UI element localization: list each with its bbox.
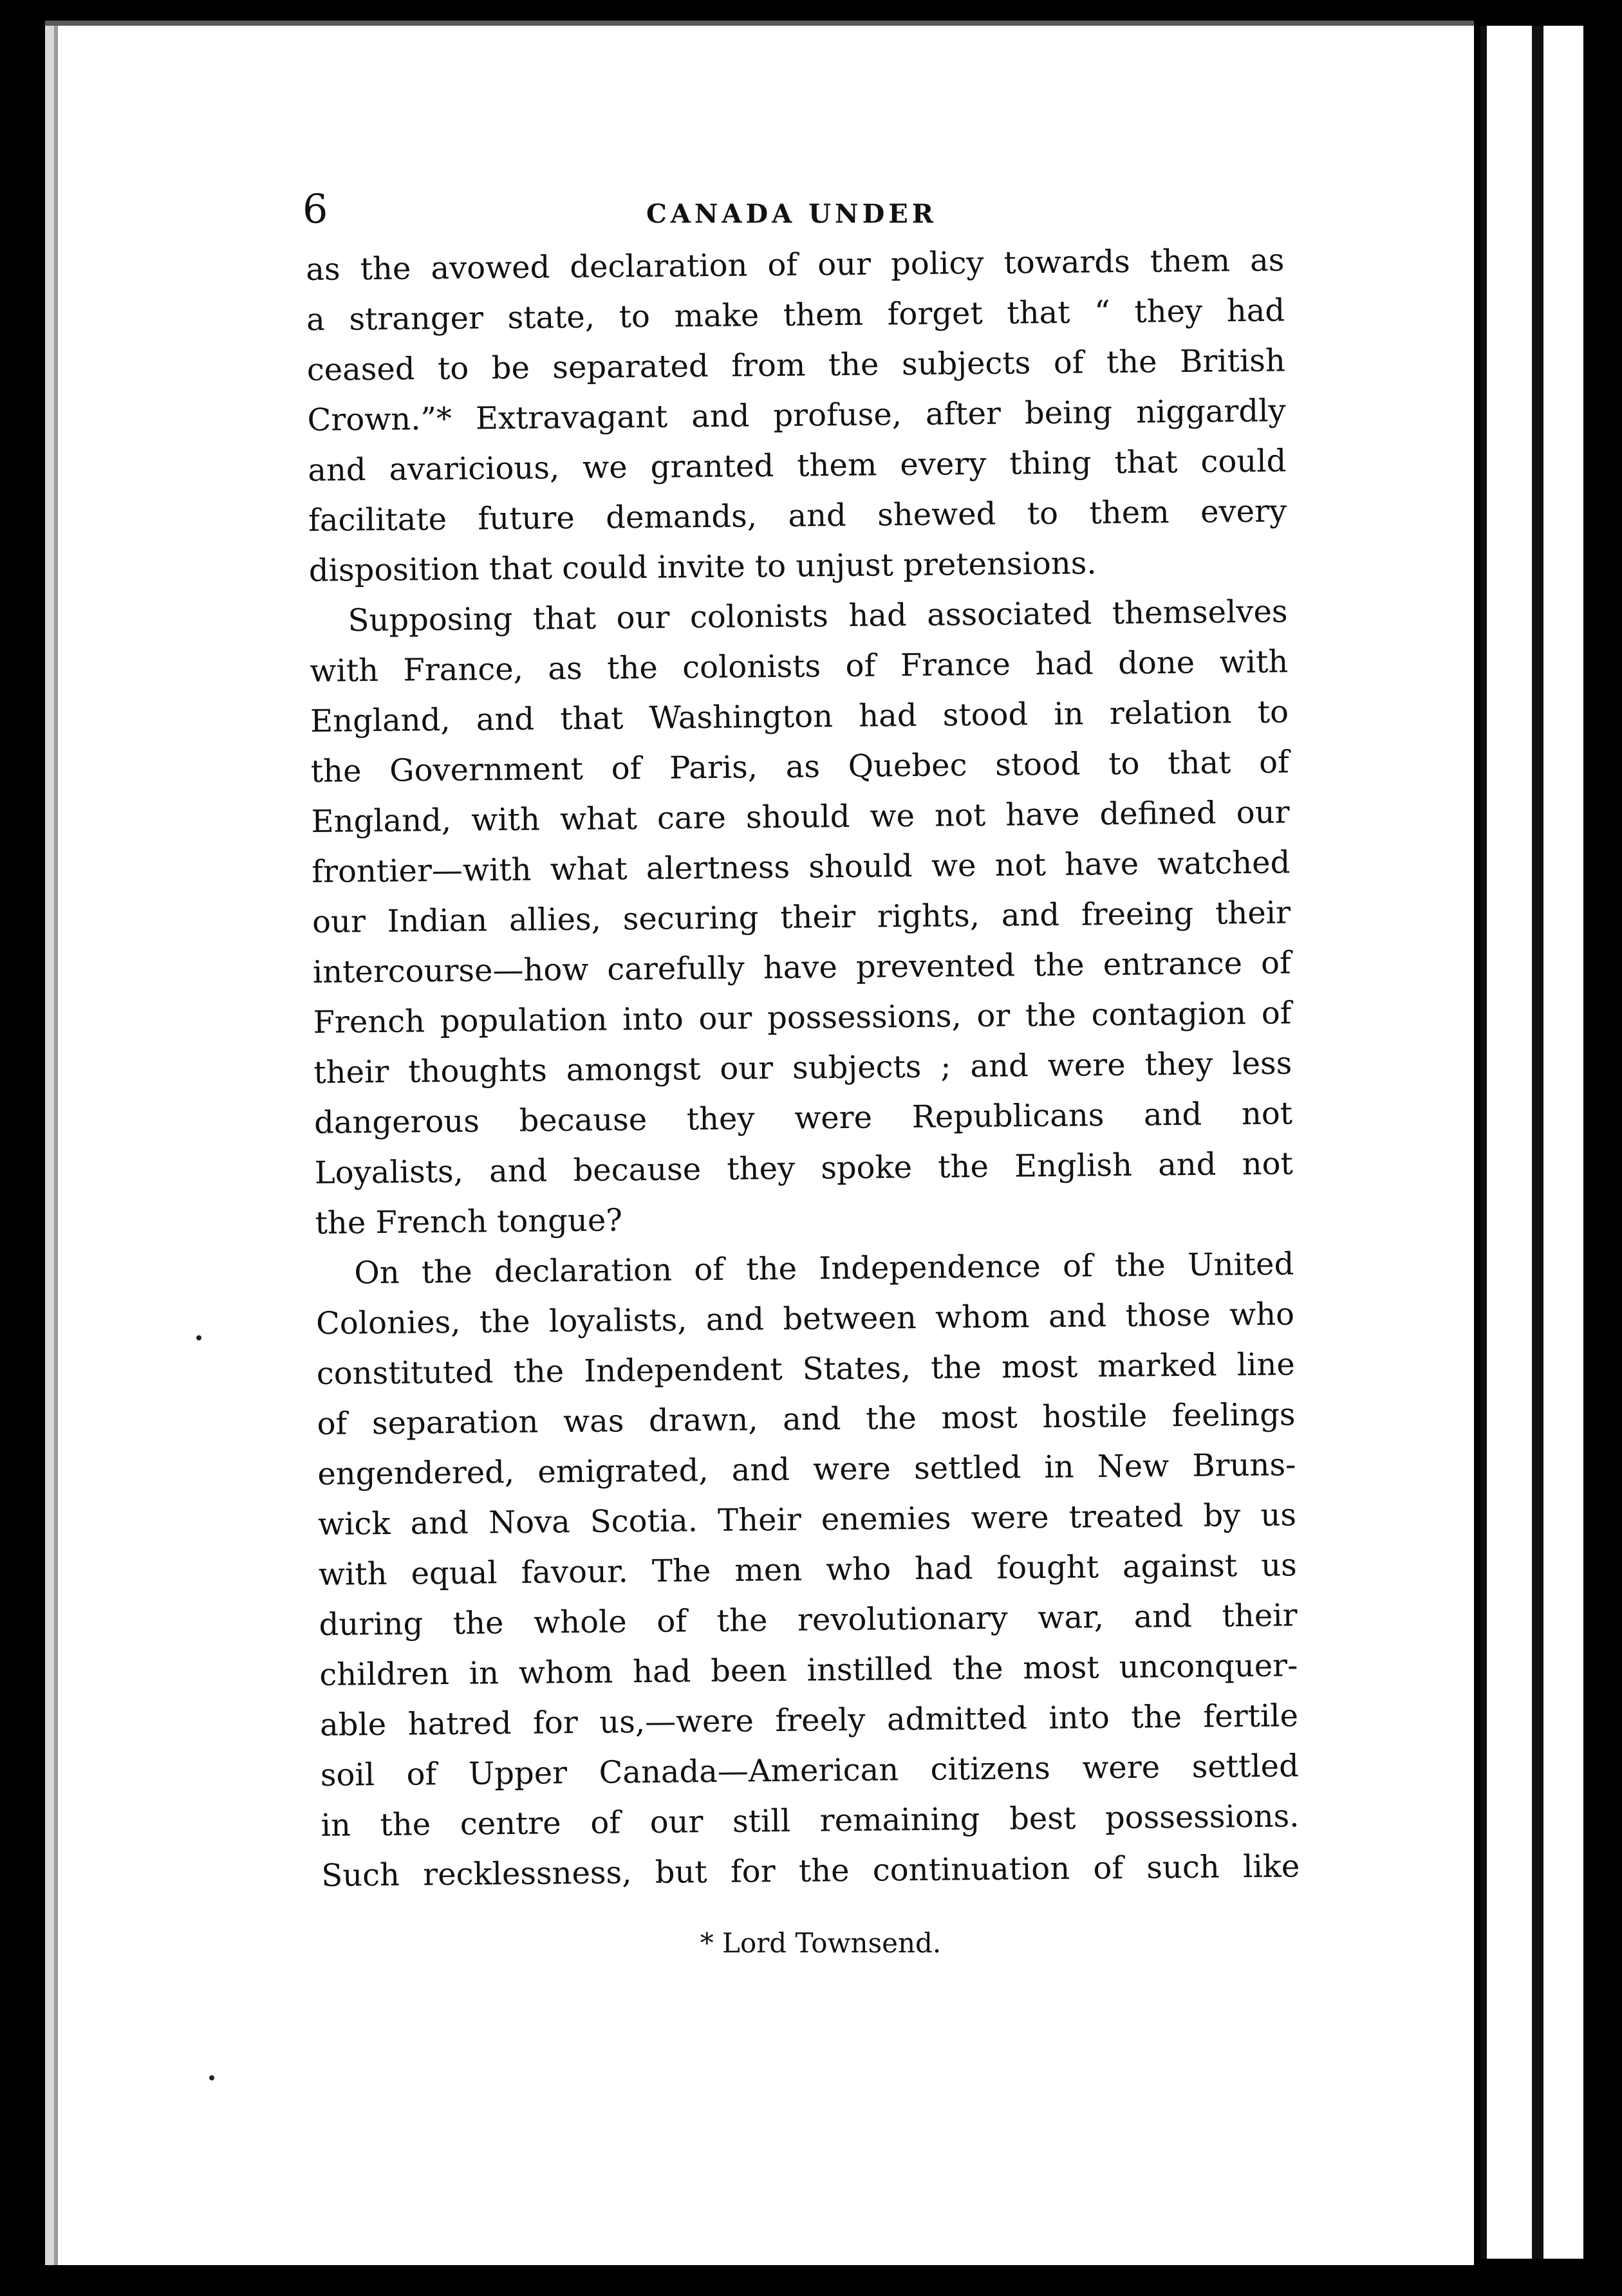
text-line: their thoughts amongst our subjects ; and were they less (313, 1045, 1292, 1091)
text-line: frontier—with what alertness should we not have watched (312, 844, 1291, 890)
running-head-title: CANADA UNDER (646, 199, 937, 229)
text-line: with equal favour. The men who had fought against us (318, 1547, 1298, 1593)
text-line: engendered, emigrated, and were settled in New Bruns- (317, 1447, 1296, 1492)
text-line: in the centre of our still remaining best possessions. (321, 1798, 1300, 1844)
text-line: the French tongue? (315, 1202, 623, 1241)
text-line: soil of Upper Canada—American citizens were settled (320, 1748, 1300, 1793)
text-line: a stranger state, to make them forget that “ they had (306, 292, 1285, 338)
text-line: facilitate future demands, and shewed to them every (308, 493, 1287, 539)
body-text (306, 235, 1300, 1900)
scan-speck (196, 1335, 201, 1340)
text-line: intercourse—how carefully have prevented the entrance of (312, 945, 1292, 990)
text-line: Such recklessness, but for the continuation of such like (321, 1848, 1300, 1894)
text-line: ceased to be separated from the subjects of the British (306, 342, 1286, 388)
scan-speck (209, 2075, 214, 2080)
page-number: 6 (303, 185, 328, 232)
text-line: Supposing that our colonists had associated themselves (348, 593, 1288, 639)
text-line: able hatred for us,—were freely admitted into the fertile (319, 1698, 1299, 1743)
text-line: of separation was drawn, and the most hostile feelings (317, 1396, 1296, 1442)
footnote: * Lord Townsend. (700, 1927, 942, 1959)
text-line: disposition that could invite to unjust pretensions. (308, 545, 1097, 589)
paragraph-3 (315, 1239, 1300, 1901)
text-line: and avaricious, we granted them every thing that could (308, 443, 1287, 488)
text-line: Crown.”* Extravagant and profuse, after being niggardly (307, 393, 1286, 438)
text-line: our Indian allies, securing their rights, and freeing their (312, 894, 1291, 940)
text-line: during the whole of the revolutionary war, and their (319, 1597, 1298, 1643)
text-line: children in whom had been instilled the most unconquer- (319, 1647, 1298, 1693)
running-head (303, 180, 1281, 238)
paragraph-2 (309, 586, 1294, 1248)
text-line: the Government of Paris, as Quebec stood to that of (310, 744, 1290, 790)
text-line: constituted the Independent States, the most marked line (316, 1346, 1296, 1392)
text-line: On the declaration of the Independence of the United (354, 1246, 1294, 1292)
text-line: Colonies, the loyalists, and between whom and those who (315, 1296, 1295, 1342)
text-line: England, and that Washington had stood in relation to (310, 694, 1289, 739)
text-line: Loyalists, and because they spoke the English and not (314, 1145, 1294, 1191)
text-line: wick and Nova Scotia. Their enemies were treated by us (317, 1497, 1297, 1542)
text-line: French population into our possessions, or the contagion of (313, 995, 1292, 1041)
page-gutter-shadow (1532, 26, 1543, 2259)
text-line: as the avowed declaration of our policy towards them as (306, 242, 1285, 288)
text-line: with France, as the colonists of France had done with (310, 643, 1289, 689)
paragraph-1 (306, 235, 1287, 596)
text-line: dangerous because they were Republicans and not (313, 1095, 1293, 1141)
text-line: England, with what care should we not have defined our (311, 794, 1290, 840)
